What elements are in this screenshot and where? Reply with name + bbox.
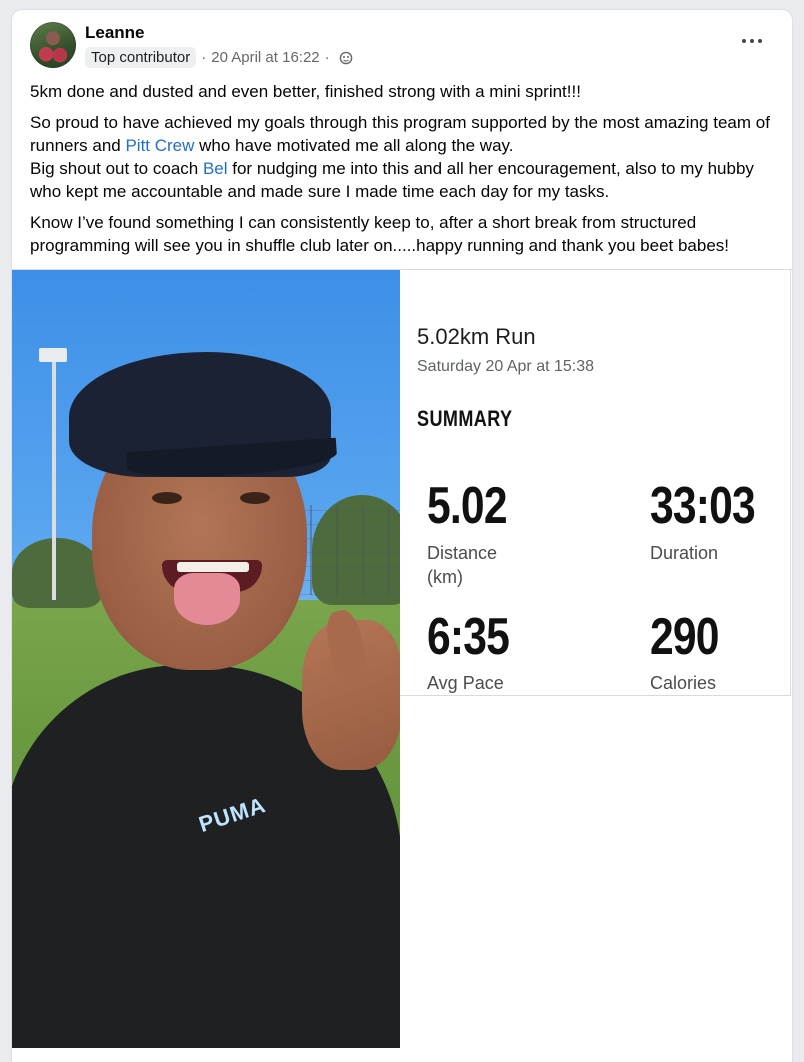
post-meta: [85, 45, 353, 69]
post-media[interactable]: [12, 269, 792, 1062]
shirt-logo-text: PUMA: [195, 792, 269, 838]
light-pole: [52, 355, 56, 600]
post-paragraph-1: 5km done and dusted and even better, finished strong with a mini sprint!!!: [30, 82, 581, 101]
paragraph-text: So proud to have achieved my goals through this program supported by the most amazing team of runners and: [30, 113, 770, 155]
paragraph-text: Big shout out to coach: [30, 159, 203, 178]
author-name[interactable]: Leanne: [85, 23, 145, 42]
calories-label: Calories: [650, 673, 717, 693]
teeth: [177, 562, 249, 572]
globe-icon[interactable]: [339, 51, 353, 65]
selfie-photo[interactable]: [12, 270, 400, 1048]
bel-link[interactable]: Bel: [202, 159, 228, 178]
distance-value: 5.02: [427, 477, 507, 535]
post-paragraph-2: [30, 111, 778, 203]
duration-label: Duration: [650, 543, 719, 563]
avg-pace-label: Avg Pace: [427, 673, 504, 693]
paragraph-text: for nudging me into this and all her encouragement, also to my hubby who kept me accountable and made sure I made time each day for my tasks.: [30, 159, 754, 201]
duration-value: 33:03: [650, 477, 755, 535]
floodlight: [39, 348, 67, 362]
post-timestamp[interactable]: 20 April at 16:22: [211, 48, 320, 66]
run-title: 5.02km Run: [417, 324, 536, 349]
distance-label: Distance (km): [427, 543, 498, 587]
eye: [240, 492, 270, 504]
trees: [12, 538, 102, 608]
eye: [152, 492, 182, 504]
meta-separator-2: ·: [324, 48, 330, 66]
post-body: [30, 80, 778, 265]
paragraph-text: who have motivated me all along the way.: [194, 136, 514, 155]
meta-separator: ·: [201, 48, 207, 66]
post-paragraph-3: Know I’ve found something I can consistently keep to, after a short break from structured programming will see you in shuffle club later on.....happy running and thank you beet babes!: [30, 213, 730, 255]
author-avatar[interactable]: [30, 22, 76, 68]
top-contributor-badge[interactable]: Top contributor: [85, 47, 196, 68]
calories-value: 290: [650, 608, 719, 666]
pitt-crew-link[interactable]: Pitt Crew: [125, 136, 195, 155]
post-card: [12, 10, 792, 1062]
more-options-icon[interactable]: [740, 34, 764, 48]
run-summary-card[interactable]: [400, 270, 791, 696]
avg-pace-value: 6:35: [427, 608, 510, 666]
summary-heading: SUMMARY: [417, 406, 513, 431]
tongue: [174, 573, 240, 625]
run-date: Saturday 20 Apr at 15:38: [417, 358, 595, 375]
